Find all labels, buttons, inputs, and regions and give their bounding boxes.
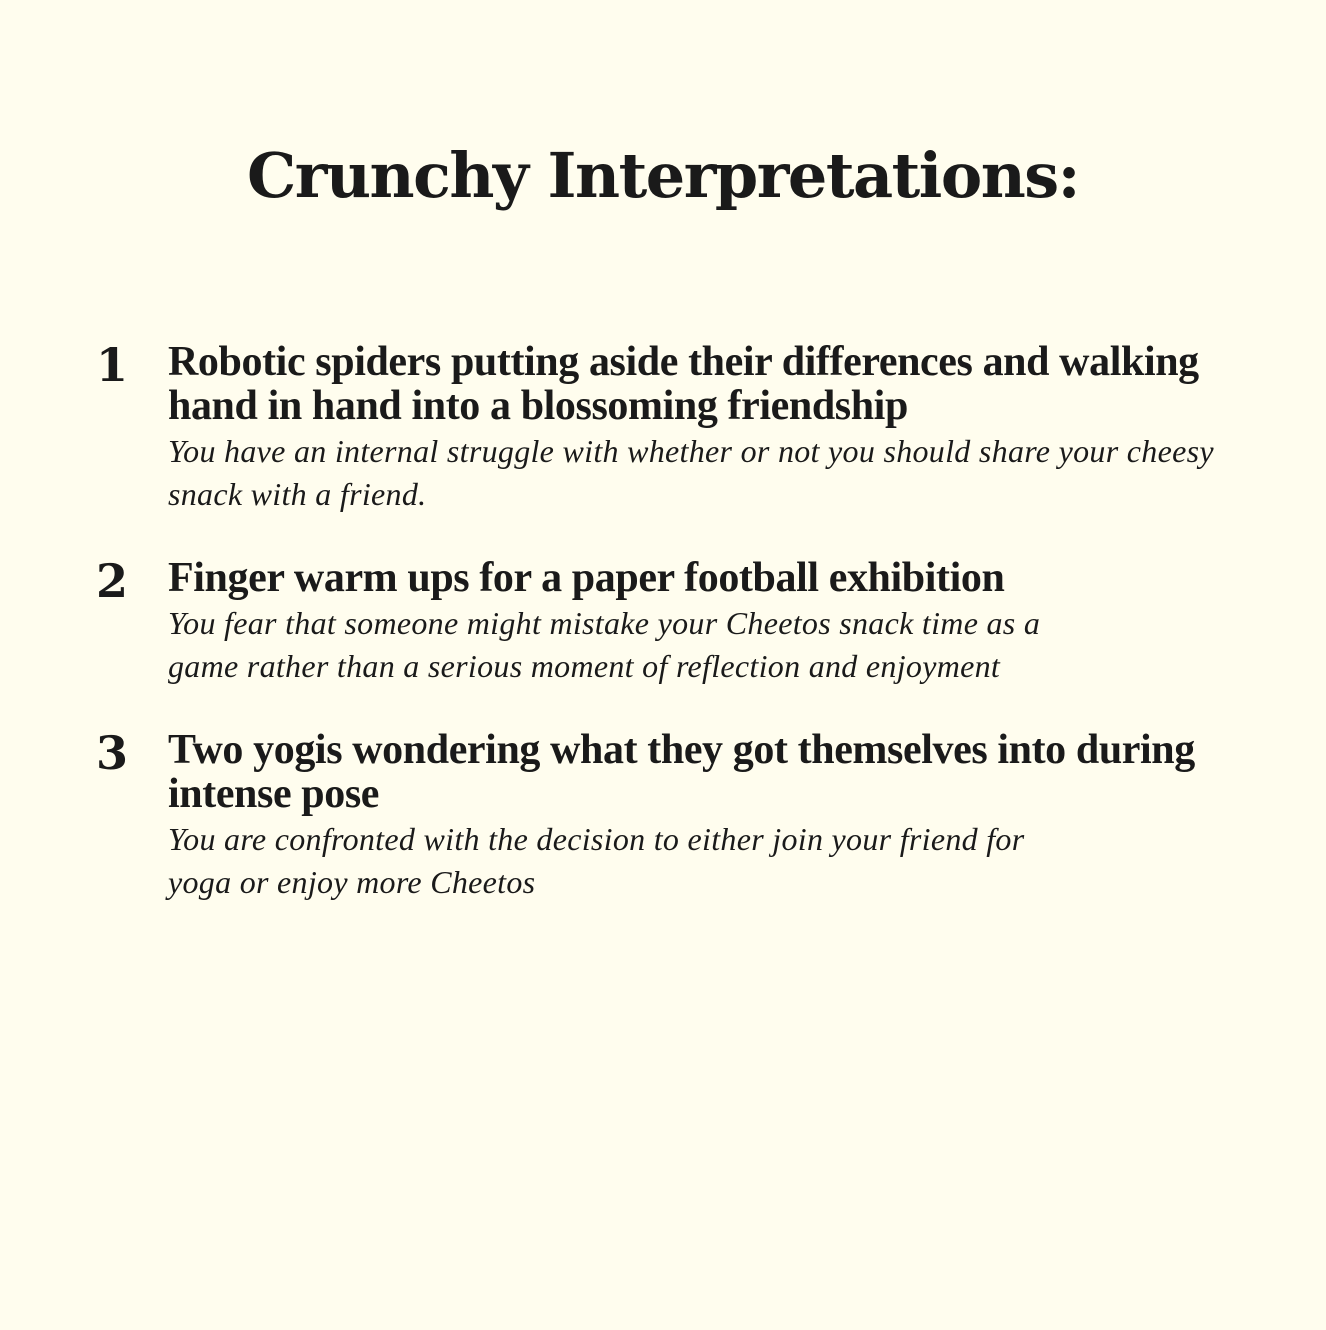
item-heading: Two yogis wondering what they got themselves into during intense pose bbox=[168, 727, 1195, 817]
item-heading: Robotic spiders putting aside their differences and walking hand in hand into a blossoming friendship bbox=[168, 339, 1199, 429]
item-number: 1 bbox=[96, 338, 129, 392]
item-body bbox=[168, 556, 1268, 688]
item-number: 3 bbox=[96, 726, 129, 780]
page-title: Crunchy Interpretations: bbox=[246, 139, 1080, 212]
item-heading: Finger warm ups for a paper football exhibition bbox=[168, 555, 1005, 601]
item-description: You have an internal struggle with whether or not you should share your cheesy snack with a friend. bbox=[168, 433, 1214, 512]
item-description: You are confronted with the decision to either join your friend for yoga or enjoy more Cheetos bbox=[168, 821, 1025, 900]
item-number: 2 bbox=[96, 554, 129, 608]
item-description: You fear that someone might mistake your Cheetos snack time as a game rather than a serious moment of reflection and enjoyment bbox=[168, 605, 1041, 684]
item-body bbox=[168, 728, 1238, 904]
item-body bbox=[168, 340, 1268, 516]
